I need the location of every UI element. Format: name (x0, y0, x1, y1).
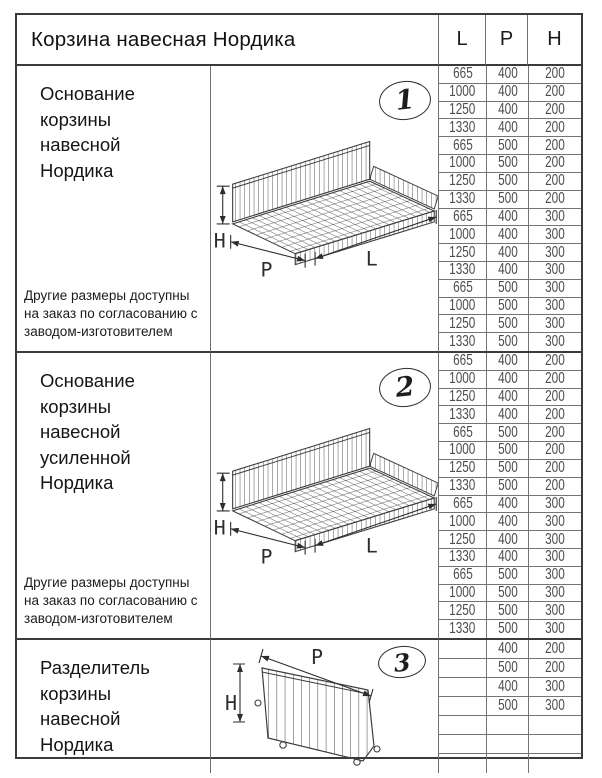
table-cell: 1330 (439, 119, 486, 137)
table-cell: 500 (486, 424, 528, 442)
column-header-l: L (438, 15, 485, 66)
table-cell: 1330 (439, 478, 486, 496)
table-cell: 400 (486, 84, 528, 102)
table-cell: 300 (528, 298, 581, 316)
table-cell: 500 (486, 333, 528, 351)
table-cell: 200 (528, 102, 581, 120)
table-cell: 1250 (439, 244, 486, 262)
table-cell (486, 735, 528, 754)
table-cell: 300 (528, 496, 581, 514)
table-cell: 500 (486, 659, 528, 678)
table-cell: 300 (528, 585, 581, 603)
dim-label-p: P (260, 258, 273, 282)
section-3-title: Разделитель корзины навесной Нордика (40, 657, 150, 755)
table-cell: 665 (439, 66, 486, 84)
table-cell: 500 (486, 567, 528, 585)
table-cell: 200 (528, 191, 581, 209)
table-cell: 500 (486, 620, 528, 638)
section-3-text-cell (17, 640, 211, 773)
table-cell: 500 (486, 298, 528, 316)
table-cell: 1000 (439, 155, 486, 173)
table-cell: 300 (528, 697, 581, 716)
section-1-title: Основание корзины навесной Нордика (40, 83, 135, 181)
table-cell (439, 659, 486, 678)
table-cell: 500 (486, 585, 528, 603)
table-cell (439, 697, 486, 716)
table-cell: 300 (528, 513, 581, 531)
table-cell: 1250 (439, 389, 486, 407)
table-cell: 1000 (439, 585, 486, 603)
section-2-title: Основание корзины навесной усиленной Нордика (40, 370, 135, 494)
table-cell: 400 (486, 66, 528, 84)
table-cell: 665 (439, 137, 486, 155)
table-cell: 300 (528, 549, 581, 567)
table-cell (486, 716, 528, 735)
section-1-size-table (438, 66, 581, 353)
table-cell: 300 (528, 678, 581, 697)
table-cell: 1000 (439, 442, 486, 460)
table-cell: 1330 (449, 333, 476, 351)
table-cell: 200 (528, 66, 581, 84)
table-cell: 1250 (439, 460, 486, 478)
table-cell: 400 (486, 640, 528, 659)
table-cell: 300 (528, 567, 581, 585)
table-cell: 500 (486, 137, 528, 155)
table-cell: 665 (439, 496, 486, 514)
dim-label-p: P (311, 645, 324, 669)
table-cell: 400 (486, 209, 528, 227)
table-cell: 300 (528, 226, 581, 244)
table-cell (528, 716, 581, 735)
table-cell: 1000 (439, 298, 486, 316)
table-cell: 500 (486, 602, 528, 620)
table-cell: 200 (528, 478, 581, 496)
table-cell: 400 (486, 496, 528, 514)
table-cell: 300 (528, 280, 581, 298)
table-cell (439, 735, 486, 754)
table-cell: 665 (439, 567, 486, 585)
table-cell (439, 678, 486, 697)
section-2-text-cell (17, 353, 211, 640)
table-cell (528, 754, 581, 773)
table-cell (486, 754, 528, 773)
page-title: Корзина навесная Нордика (31, 27, 296, 51)
table-cell: 300 (528, 531, 581, 549)
table-cell: 400 (486, 244, 528, 262)
table-cell: 1330 (439, 549, 486, 567)
table-cell: 300 (528, 209, 581, 227)
table-cell: 400 (486, 389, 528, 407)
table-cell: 400 (486, 353, 528, 371)
dim-label-l: L (365, 247, 378, 271)
table-cell: 300 (528, 262, 581, 280)
table-cell: 200 (528, 371, 581, 389)
table-cell: 400 (486, 531, 528, 549)
table-cell: 400 (486, 262, 528, 280)
table-cell: 1330 (439, 406, 486, 424)
table-cell: 200 (528, 659, 581, 678)
section-1-note: Другие размеры доступны на заказ по согласованию с заводом-изготовителем (24, 288, 198, 340)
table-cell: 200 (528, 442, 581, 460)
table-cell: 200 (528, 406, 581, 424)
drawing-number: 3 (392, 646, 412, 678)
table-cell: 400 (486, 406, 528, 424)
table-cell: 500 (486, 315, 528, 333)
spec-table (15, 13, 583, 759)
table-cell: 1250 (439, 173, 486, 191)
dim-label-h: H (213, 516, 226, 540)
drawing-number: 2 (394, 371, 416, 404)
header-title-cell (17, 15, 438, 66)
table-cell: 500 (486, 460, 528, 478)
table-cell: 500 (486, 280, 528, 298)
section-1-text-cell (17, 66, 211, 353)
table-cell: 500 (486, 191, 528, 209)
table-cell: 1000 (439, 513, 486, 531)
table-cell: 300 (528, 333, 581, 351)
table-cell: 665 (439, 209, 486, 227)
table-cell: 1000 (439, 226, 486, 244)
table-cell: 200 (528, 424, 581, 442)
table-cell: 200 (528, 84, 581, 102)
table-cell: 500 (486, 697, 528, 716)
section-1-drawing-cell (211, 66, 438, 353)
table-cell: 300 (528, 244, 581, 262)
section-3-size-table (438, 640, 581, 773)
section-2-note: Другие размеры доступны на заказ по согласованию с заводом-изготовителем (24, 575, 198, 627)
table-cell: 500 (486, 442, 528, 460)
table-cell: 400 (486, 513, 528, 531)
table-cell: 200 (528, 155, 581, 173)
table-cell (439, 716, 486, 735)
table-cell: 665 (439, 280, 486, 298)
table-cell: 1330 (439, 262, 486, 280)
table-cell: 300 (528, 315, 581, 333)
table-cell: 400 (486, 678, 528, 697)
table-cell: 200 (528, 389, 581, 407)
table-cell: 400 (486, 102, 528, 120)
table-cell: 200 (528, 353, 581, 371)
table-cell: 200 (528, 173, 581, 191)
table-cell: 300 (528, 602, 581, 620)
table-cell: 400 (486, 549, 528, 567)
dim-label-h: H (213, 229, 226, 253)
table-cell (439, 754, 486, 773)
table-cell: 400 (486, 371, 528, 389)
table-cell (528, 735, 581, 754)
dim-label-l: L (365, 534, 378, 558)
section-2-size-table (438, 353, 581, 640)
table-cell: 200 (528, 137, 581, 155)
table-cell: 1330 (449, 620, 476, 638)
table-cell: 400 (486, 119, 528, 137)
table-cell: 1000 (439, 84, 486, 102)
table-cell: 1250 (439, 102, 486, 120)
section-2-drawing-cell (211, 353, 438, 640)
table-cell: 1250 (439, 602, 486, 620)
table-cell: 665 (439, 424, 486, 442)
dim-label-p: P (260, 545, 273, 569)
table-cell: 300 (528, 620, 581, 638)
drawing-number: 1 (394, 84, 416, 117)
table-cell: 200 (528, 460, 581, 478)
table-cell: 200 (528, 119, 581, 137)
dim-label-h: H (225, 691, 238, 715)
column-header-h: H (527, 15, 581, 66)
table-cell: 1000 (439, 371, 486, 389)
table-cell: 665 (439, 353, 486, 371)
table-cell: 1250 (439, 531, 486, 549)
table-cell: 500 (486, 173, 528, 191)
table-cell: 500 (486, 478, 528, 496)
table-cell: 500 (486, 155, 528, 173)
table-cell (439, 640, 486, 659)
table-cell: 1250 (439, 315, 486, 333)
table-cell: 400 (486, 226, 528, 244)
table-cell: 1330 (439, 191, 486, 209)
table-cell: 200 (528, 640, 581, 659)
section-3-drawing-cell (211, 640, 438, 773)
column-header-p: P (485, 15, 527, 66)
